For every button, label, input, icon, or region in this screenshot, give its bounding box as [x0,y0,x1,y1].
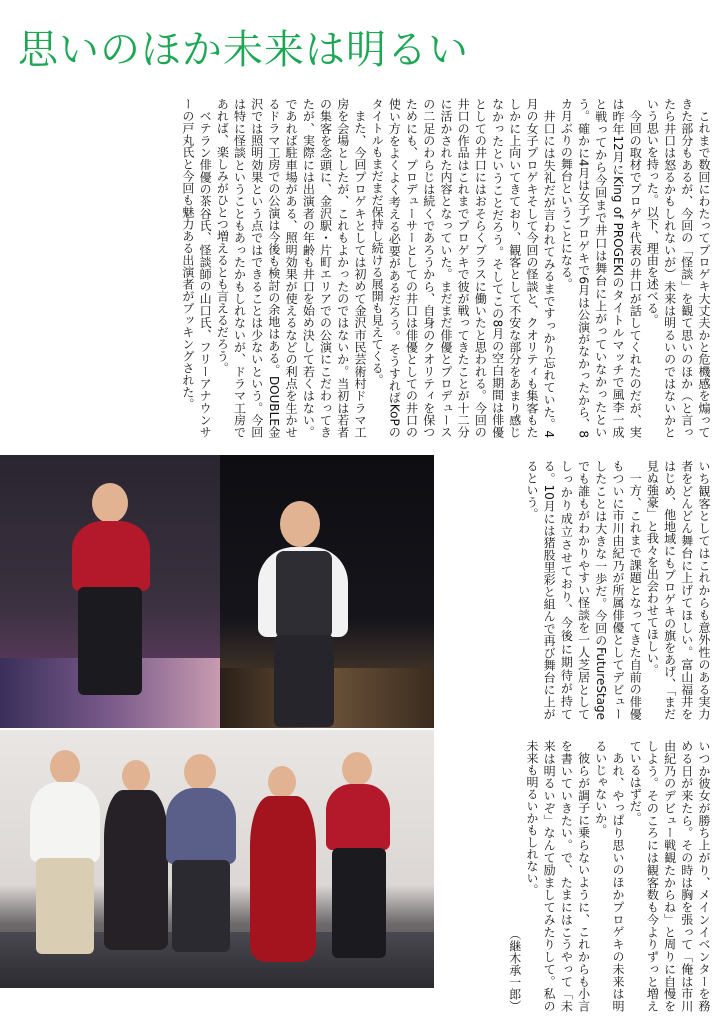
article-title: 思いのほか未来は明るい [18,27,469,73]
performer-legs [78,587,142,695]
author-signature: （継木承一郎） [507,928,522,1012]
performer-vest [276,551,332,639]
paragraph: 彼らが調子に乗らないように、これからも小言を書いていきたい。で、たまにはこうやって「未来は明るいぞ」なんて励ましてみたりして。私の未来も明るいかもしれない。 [524,740,591,1012]
article-body-top [32,98,712,438]
stage-photo-host [220,455,434,728]
paragraph: ベテラン俳優の茶谷氏、怪談師の山口氏、フリーアナウンサーの戸丸氏と今回も魅力ある出演者がブッキングされた。 [180,98,213,438]
paragraph: 一方、これまで課題となってきた自前の俳優もついに市川由紀乃が所属俳優としてデビューしたことは大きな一歩だ。今回のFutureStageでも誰もがわかりやすい怪談を一人芝居としてしっかり成立させており、今後に期待が持てる。10月には猪股里彩と組んで再び舞台に上がるという。 [524,460,643,720]
performer-body [72,521,150,591]
performer-legs [172,860,230,952]
performer-body [326,784,390,850]
performer-head [122,760,150,792]
paragraph: これまで数回にわたってプロゲキ大丈夫かと危機感を煽ってきた部分もあるが、今回の「怪談」を観て思いのほか（と言ったら井口は怒るかもしれないが）未来は明るいのではないかという思いを持った。以下、理由を述べる。 [645,98,711,438]
performer-body [30,782,100,862]
article-body-bottom [444,740,712,1012]
performer-head [280,501,320,547]
performer-head [92,483,128,523]
paragraph: また、今回プロゲキとしては初めて金沢市民芸術村ドラマ工房を会場としたが、これもよかったのではないか。当初は若者の集客を念頭に、金沢駅・片町エリアでの公演にこだわってきたが、実際には出演者の年齢も井口を始め決して若くはない。であれば駐車場がある、照明効果が使えるなどの利点を生かせるドラマ工房での公演は今後も検討の余地はある。DOUBLE金沢では照明効果という点ではできることは少ないという。今回は特に怪談ということもあったかもしれないが、ドラマ工房であれば、楽しみがひとつ増えるとも言えるだろう。 [215,98,367,438]
performer-head [342,752,372,786]
paragraph: いち観客としてはこれからも意外性のある実力者をどんどん舞台に上げてほしい。富山福井をはじめ、他地域にもプロゲキの旗をあげ、「まだ見ぬ強豪」と我々を出会わせてほしい。 [645,460,711,720]
performer-legs [332,848,386,958]
paragraph: 今回の取材でプロゲキ代表の井口が話してくれたのだが、実は昨年12月にKing of PROGEKIのタイトルマッチで風李一成と戦ってから今回まで井口は舞台に上がっていなかったという。確かに4月は女子プロゲキで6月は公演がなかったから、8カ月ぶりの舞台ということになる。 [559,98,643,438]
performer-legs [36,858,94,954]
performer-body [104,790,168,950]
performer-head [268,766,296,798]
article-body-middle [444,460,712,720]
performer-head [184,754,216,790]
performer-head [50,750,80,784]
stage-photo-actress [0,455,220,728]
performer-dress [250,796,316,962]
stage-photo-group [0,730,434,988]
paragraph: 井口には失礼だが言われてみるまですっかり忘れていた。4月の女子プロゲキそして今回の怪談と、クオリティも集客もたしかに上向いてきており、観客として不安な部分をあまり感じなかったということだろう。そしてこの8月の空白期間は俳優としての井口にはおそらくプラスに働いたと思われる。今回の井口の作品はこれまでプロゲキで彼が戦ってきたことが十二分に活かされた内容となっていた。まだまだ俳優とプロデュースの二足のわらじは続くであろうから、自身のクオリティを保つためにも、プロデューサーとしての井口は俳優としての井口の使い方をよくよく考える必要があるだろう。そうすればKoPのタイトルもまだまだ保持し続ける展開も見えてくる。 [370,98,557,438]
paragraph: あれ、やっぱり思いのほかプロゲキの未来は明るいじゃないか。 [593,740,625,1012]
performer-legs [274,635,334,727]
paragraph: いつか彼女が勝ち上がり、メインイベンターを務める日が来たら。その時は胸を張って「俺は市川由紀乃のデビュー戦観たからね」と周りに自慢をしよう。そのころには観客数も今よりずっと増えているはずだ。 [628,740,711,1012]
performer-body [166,788,236,864]
